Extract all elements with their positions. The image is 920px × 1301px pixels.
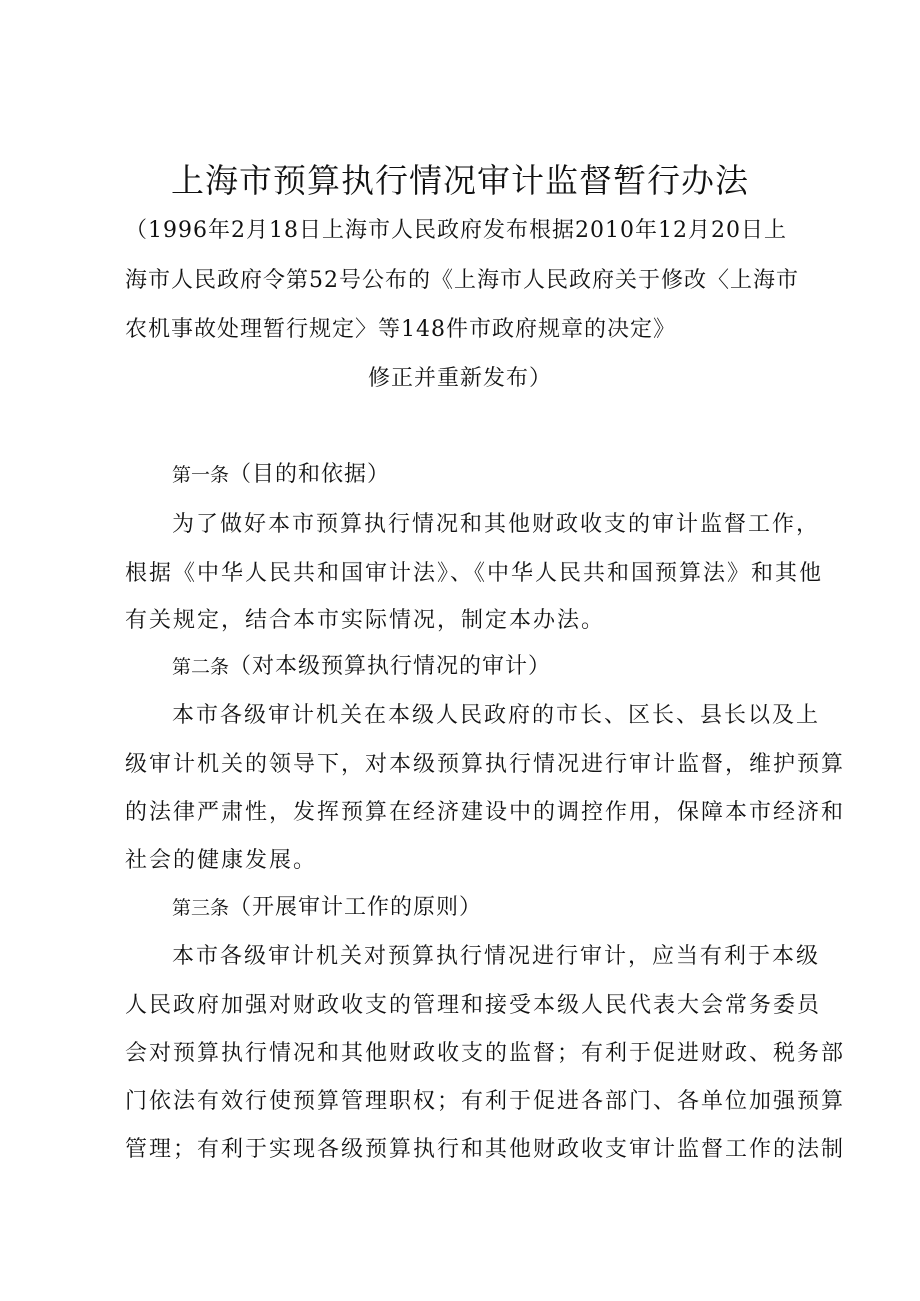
subtitle-line: 修正并重新发布）	[367, 366, 552, 391]
subtitle-line: 农机事故处理暂行规定〉等148件市政府规章的决定》	[125, 317, 676, 342]
article-text-line: 本市各级审计机关对预算执行情况进行审计，应当有利于本级	[172, 944, 821, 969]
article-heading: （对本级预算执行情况的审计）	[229, 654, 552, 679]
article-label: 第二条	[172, 656, 230, 678]
article-text-line: 为了做好本市预算执行情况和其他财政收支的审计监督工作，	[172, 512, 821, 537]
article-text-line: 会对预算执行情况和其他财政收支的监督；有利于促进财政、税务部	[125, 1041, 846, 1066]
article-header	[172, 652, 815, 682]
article-text-line: 社会的健康发展。	[125, 848, 318, 873]
article-text-line: 根据《中华人民共和国审计法》、《中华人民共和国预算法》和其他	[125, 561, 824, 586]
subtitle-line: （1996年2月18日上海市人民政府发布根据2010年12月20日上	[125, 218, 787, 243]
article-text-line: 门依法有效行使预算管理职权；有利于促进各部门、各单位加强预算	[125, 1089, 846, 1114]
article-text-line: 本市各级审计机关在本级人民政府的市长、区长、县长以及上	[172, 703, 821, 728]
article-heading: （目的和依据）	[229, 462, 391, 487]
article-heading: （开展审计工作的原则）	[229, 895, 483, 920]
article-text-line: 管理；有利于实现各级预算执行和其他财政收支审计监督工作的法制	[125, 1137, 846, 1162]
article-text-line: 级审计机关的领导下，对本级预算执行情况进行审计监督，维护预算	[125, 752, 846, 777]
article-header	[172, 460, 815, 490]
article-text-line: 的法律严肃性，发挥预算在经济建设中的调控作用，保障本市经济和	[125, 800, 846, 825]
article-label: 第一条	[172, 464, 230, 486]
subtitle-line: 海市人民政府令第52号公布的《上海市人民政府关于修改〈上海市	[125, 268, 799, 293]
document-title: 上海市预算执行情况审计监督暂行办法	[171, 161, 749, 200]
article-text-line: 人民政府加强对财政收支的管理和接受本级人民代表大会常务委员	[125, 993, 822, 1018]
article-label: 第三条	[172, 897, 230, 919]
article-text-line: 有关规定，结合本市实际情况，制定本办法。	[125, 608, 606, 633]
article-header	[172, 893, 815, 923]
